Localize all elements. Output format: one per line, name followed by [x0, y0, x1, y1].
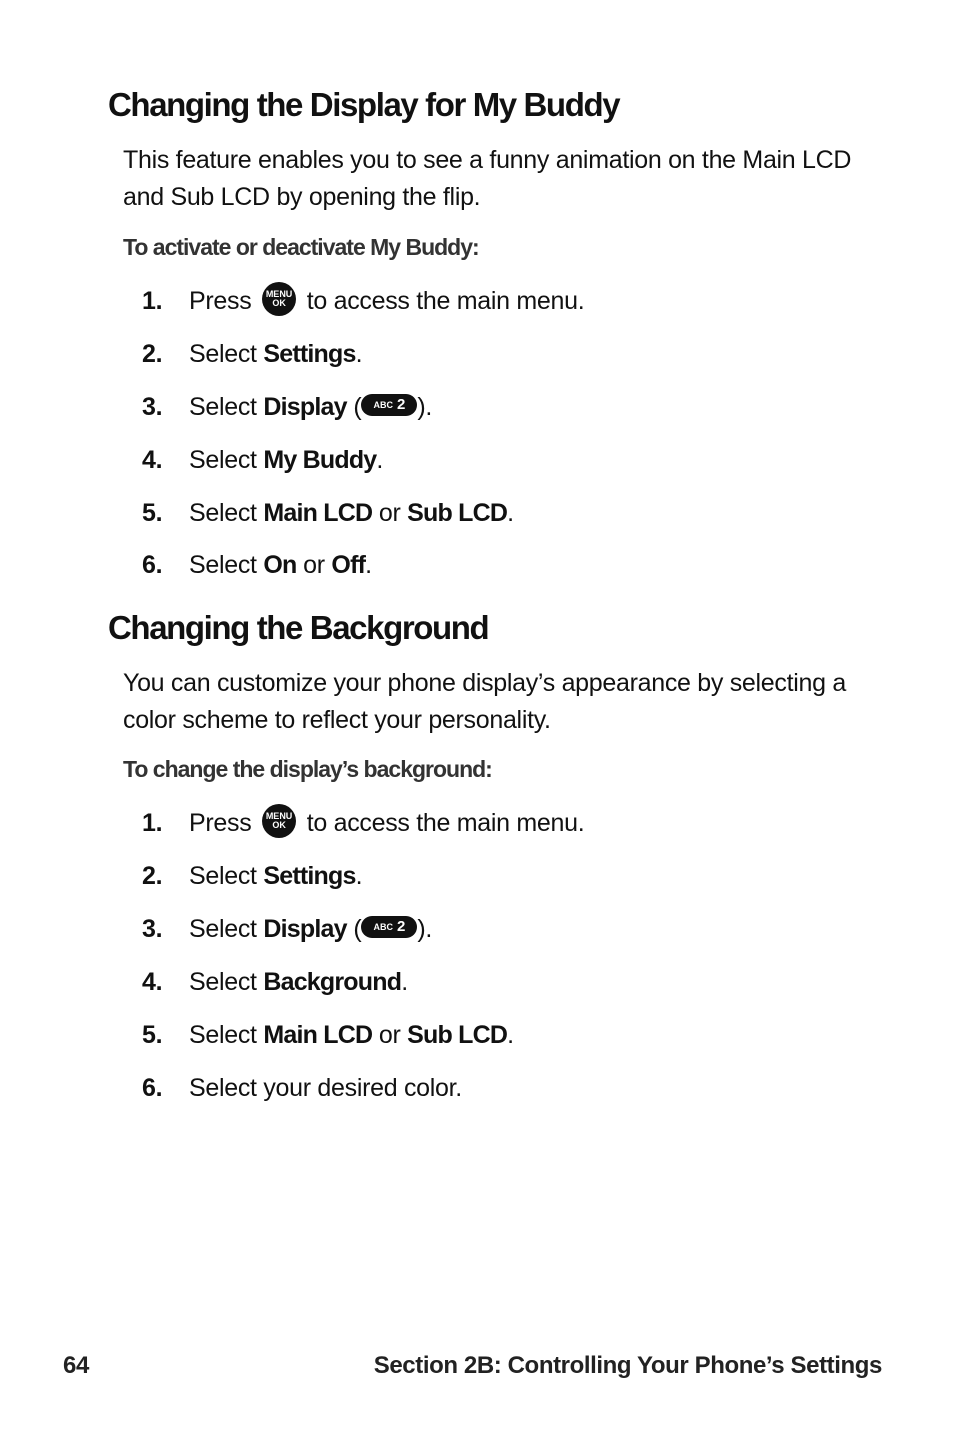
- step-punctuation: ).: [417, 393, 433, 421]
- ok-key-label: OK: [272, 298, 286, 309]
- step-number: 2.: [142, 862, 163, 890]
- step-text: Press: [189, 809, 252, 837]
- menu-item-settings: Settings: [263, 340, 356, 368]
- running-footer-section-title: Section 2B: Controlling Your Phone’s Settings: [373, 1352, 882, 1379]
- step-punctuation: .: [376, 446, 384, 474]
- menu-key-label: MENU: [265, 811, 293, 822]
- step-text: Select: [189, 862, 257, 890]
- section-heading-my-buddy: Changing the Display for My Buddy: [108, 86, 620, 123]
- step-punctuation: .: [355, 340, 363, 368]
- menu-item-on: On: [263, 551, 297, 579]
- step-text: Select: [189, 340, 257, 368]
- procedure-heading-background: To change the display’s background:: [123, 756, 492, 782]
- step-number: 5.: [142, 1021, 163, 1049]
- section-heading-background: Changing the Background: [108, 609, 489, 646]
- step-number: 2.: [142, 340, 163, 368]
- menu-item-main-lcd: Main LCD: [263, 1021, 373, 1049]
- page-number: 64: [63, 1352, 89, 1379]
- step-punctuation: (: [353, 915, 362, 943]
- menu-item-settings: Settings: [263, 862, 356, 890]
- section-intro-my-buddy: This feature enables you to see a funny animation on the Main LCD and Sub LCD by opening the flip.: [123, 146, 852, 211]
- step-punctuation: .: [355, 862, 363, 890]
- procedure-heading-my-buddy: To activate or deactivate My Buddy:: [123, 234, 479, 260]
- menu-item-my-buddy: My Buddy: [263, 446, 377, 474]
- menu-ok-key-icon: [262, 282, 296, 316]
- step-text: Select: [189, 1021, 257, 1049]
- menu-item-sub-lcd: Sub LCD: [407, 1021, 508, 1049]
- step-punctuation: .: [507, 1021, 514, 1049]
- step-number: 1.: [142, 809, 163, 837]
- step-text: Select: [189, 551, 257, 579]
- step-text: to access the main menu.: [306, 287, 585, 315]
- step-text: or: [378, 1021, 401, 1049]
- step-1: [142, 283, 584, 319]
- step-3: [142, 911, 432, 947]
- abc-2-key-icon: [361, 916, 417, 938]
- step-text: Press: [189, 287, 252, 315]
- step-2: [142, 858, 362, 894]
- step-text: or: [378, 499, 401, 527]
- step-text: Select your desired color.: [189, 1074, 462, 1102]
- step-punctuation: (: [353, 393, 362, 421]
- step-1: [142, 805, 584, 841]
- step-number: 3.: [142, 393, 163, 421]
- key-letters: ABC: [373, 922, 393, 933]
- step-number: 4.: [142, 446, 163, 474]
- section-intro-background: You can customize your phone display’s appearance by selecting a color scheme to reflect your personality.: [123, 669, 846, 734]
- menu-item-display: Display: [263, 915, 347, 943]
- ok-key-label: OK: [272, 820, 286, 831]
- key-digit: 2: [396, 396, 406, 414]
- step-number: 1.: [142, 287, 163, 315]
- step-number: 6.: [142, 1074, 163, 1102]
- menu-item-main-lcd: Main LCD: [263, 499, 373, 527]
- step-6: [142, 1070, 462, 1106]
- step-number: 6.: [142, 551, 163, 579]
- step-number: 5.: [142, 499, 163, 527]
- menu-item-off: Off: [331, 551, 366, 579]
- step-text: to access the main menu.: [306, 809, 585, 837]
- step-text: Select: [189, 915, 257, 943]
- step-punctuation: .: [507, 499, 514, 527]
- menu-item-background: Background: [263, 968, 402, 996]
- step-5: [142, 495, 514, 531]
- step-text: Select: [189, 393, 257, 421]
- step-5: [142, 1017, 514, 1053]
- menu-key-label: MENU: [265, 289, 293, 300]
- menu-ok-key-icon: [262, 804, 296, 838]
- step-punctuation: .: [401, 968, 408, 996]
- step-text: Select: [189, 968, 257, 996]
- step-punctuation: .: [365, 551, 372, 579]
- step-number: 3.: [142, 915, 163, 943]
- step-3: [142, 389, 432, 425]
- step-6: [142, 547, 372, 583]
- abc-2-key-icon: [361, 394, 417, 416]
- menu-item-sub-lcd: Sub LCD: [407, 499, 508, 527]
- key-digit: 2: [396, 918, 406, 936]
- step-4: [142, 442, 383, 478]
- step-text: Select: [189, 499, 257, 527]
- step-4: [142, 964, 408, 1000]
- menu-item-display: Display: [263, 393, 347, 421]
- step-text: or: [303, 551, 325, 579]
- key-letters: ABC: [373, 400, 393, 411]
- step-punctuation: ).: [417, 915, 433, 943]
- step-2: [142, 336, 362, 372]
- step-text: Select: [189, 446, 257, 474]
- step-number: 4.: [142, 968, 163, 996]
